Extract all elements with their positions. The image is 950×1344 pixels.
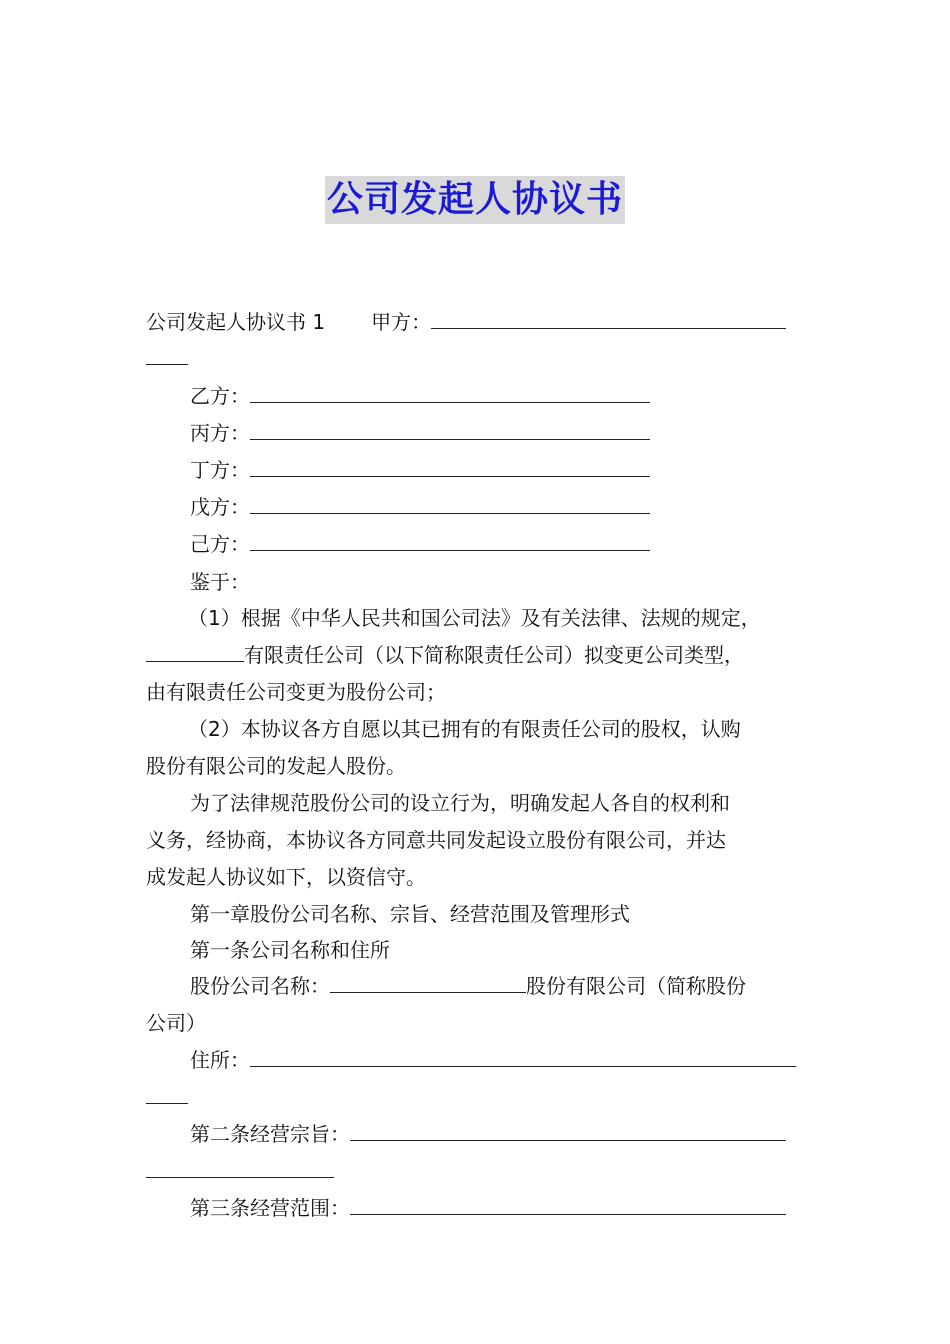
- company-name-suffix: 股份有限公司（简称股份: [526, 974, 746, 998]
- party-a-label: 甲方：: [371, 310, 432, 334]
- party-e-line: [190, 493, 650, 521]
- purpose-line2: 义务，经协商，本协议各方同意共同发起设立股份有限公司，并达: [146, 828, 726, 852]
- clause1-line2: 有限责任公司（以下简称限责任公司）拟变更公司类型，: [244, 643, 744, 667]
- intro-line: [146, 308, 786, 336]
- article2-blank-cont[interactable]: [146, 1157, 334, 1178]
- document-title-wrap: [0, 176, 950, 224]
- party-c-line: [190, 419, 650, 447]
- party-blank[interactable]: [250, 382, 650, 403]
- article3-blank[interactable]: [350, 1194, 786, 1215]
- address-blank[interactable]: [250, 1046, 796, 1067]
- address-line: [190, 1046, 796, 1074]
- party-d-line: [190, 456, 650, 484]
- company-name-blank[interactable]: [330, 972, 526, 993]
- party-blank[interactable]: [250, 530, 650, 551]
- article2-line: [190, 1120, 786, 1148]
- article1-heading: 第一条公司名称和住所: [190, 938, 390, 962]
- party-b-line: [190, 382, 650, 410]
- whereas: 鉴于：: [190, 570, 250, 594]
- article3-label: 第三条经营范围：: [190, 1196, 350, 1220]
- article2-label: 第二条经营宗旨：: [190, 1122, 350, 1146]
- party-label: 丙方：: [190, 421, 250, 445]
- party-a-blank-cont: [146, 344, 188, 372]
- doc-name: 公司发起人协议书 1: [146, 310, 326, 334]
- article3-line: [190, 1194, 786, 1222]
- address-blank-cont[interactable]: [146, 1083, 188, 1104]
- address-blank-cont-line: [146, 1083, 188, 1111]
- document-title: 公司发起人协议书: [325, 176, 625, 224]
- company-name-cont: 公司）: [146, 1011, 206, 1035]
- clause2-line1: （2）本协议各方自愿以其已拥有的有限责任公司的股权，认购: [188, 717, 741, 741]
- address-label: 住所：: [190, 1048, 250, 1072]
- purpose-line1: 为了法律规范股份公司的设立行为，明确发起人各自的权利和: [190, 791, 730, 815]
- party-label: 己方：: [190, 532, 250, 556]
- party-label: 乙方：: [190, 384, 250, 408]
- party-label: 戊方：: [190, 495, 250, 519]
- clause2-line2: 股份有限公司的发起人股份。: [146, 754, 406, 778]
- clause1-line3: 由有限责任公司变更为股份公司；: [146, 680, 446, 704]
- party-blank[interactable]: [250, 419, 650, 440]
- blank-cont[interactable]: [146, 344, 188, 365]
- party-label: 丁方：: [190, 458, 250, 482]
- party-blank[interactable]: [250, 493, 650, 514]
- purpose-line3: 成发起人协议如下，以资信守。: [146, 865, 426, 889]
- company-name-line: [190, 972, 746, 1000]
- party-a-blank[interactable]: [431, 308, 786, 329]
- clause1-line2-wrap: [146, 641, 744, 669]
- chapter-heading: 第一章股份公司名称、宗旨、经营范围及管理形式: [190, 902, 630, 926]
- party-blank[interactable]: [250, 456, 650, 477]
- clause1-line1: （1）根据《中华人民共和国公司法》及有关法律、法规的规定，: [188, 606, 761, 630]
- company-blank[interactable]: [146, 641, 244, 662]
- party-f-line: [190, 530, 650, 558]
- article2-blank[interactable]: [350, 1120, 786, 1141]
- article2-blank-cont-line: [146, 1157, 334, 1185]
- company-name-label: 股份公司名称：: [190, 974, 330, 998]
